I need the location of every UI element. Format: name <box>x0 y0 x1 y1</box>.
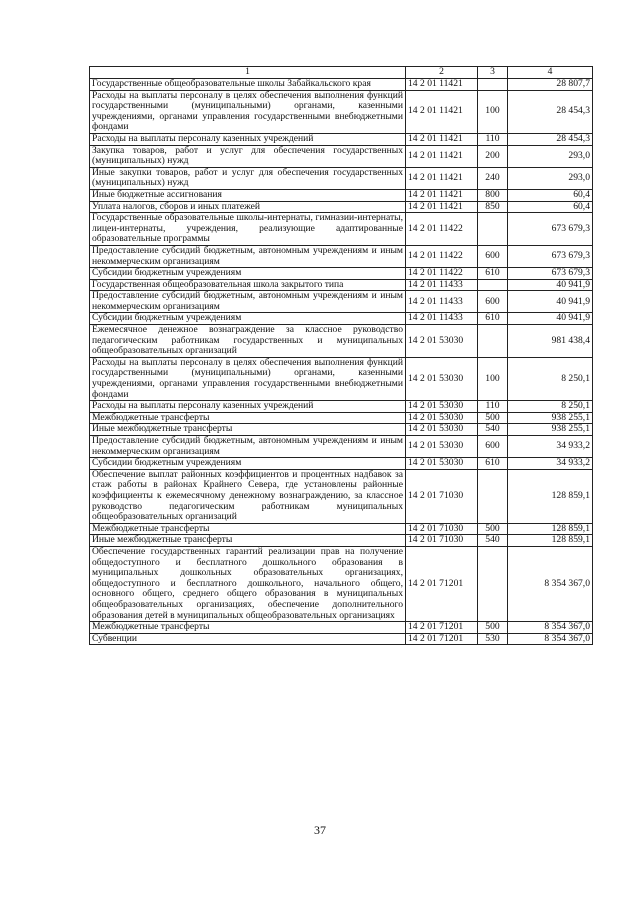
row-code-cell: 14 2 01 53030 <box>406 412 478 424</box>
row-code-cell: 14 2 01 53030 <box>406 436 478 458</box>
row-amount-cell: 8 354 367,0 <box>508 633 593 645</box>
row-kvr-cell: 610 <box>478 458 508 470</box>
row-amount-cell: 8 250,1 <box>508 357 593 400</box>
row-amount-cell: 128 859,1 <box>508 523 593 535</box>
row-name-cell: Межбюджетные трансферты <box>90 412 406 424</box>
row-code-cell: 14 2 01 53030 <box>406 325 478 358</box>
row-amount-cell: 673 679,3 <box>508 213 593 246</box>
row-kvr-cell: 600 <box>478 245 508 267</box>
row-name-cell: Расходы на выплаты персоналу в целях обеспечения выполнения функций государственными (муниципальными) органами, казенными учреждениями, органами управления государственными внебюджетными фондами <box>90 357 406 400</box>
row-amount-cell: 8 354 367,0 <box>508 622 593 634</box>
row-code-cell: 14 2 01 71030 <box>406 523 478 535</box>
row-name-cell: Субсидии бюджетным учреждениям <box>90 313 406 325</box>
row-amount-cell: 128 859,1 <box>508 469 593 523</box>
table-row <box>90 325 593 358</box>
row-kvr-cell: 100 <box>478 357 508 400</box>
row-code-cell: 14 2 01 11433 <box>406 279 478 291</box>
row-code-cell: 14 2 01 11421 <box>406 79 478 91</box>
table-row <box>90 167 593 189</box>
row-name-cell: Обеспечение государственных гарантий реализации прав на получение общедоступного и бесплатного дошкольного образования в муниципальных дошкольных образовательных организациях, общедоступного и бесплатного дошкольного, начального общего, основного общего, среднего общего образования в муниципальных общеобразовательных организациях, обеспечение дополнительного образования детей в муниципальных общеобразовательных организациях <box>90 546 406 621</box>
row-kvr-cell: 200 <box>478 145 508 167</box>
row-name-cell: Субвенции <box>90 633 406 645</box>
table-body <box>90 79 593 645</box>
row-code-cell: 14 2 01 11421 <box>406 90 478 133</box>
budget-table <box>89 66 593 645</box>
table-row <box>90 245 593 267</box>
row-name-cell: Предоставление субсидий бюджетным, автономным учреждениям и иным некоммерческим организациям <box>90 291 406 313</box>
row-name-cell: Обеспечение выплат районных коэффициентов и процентных надбавок за стаж работы в районах Крайнего Севера, где установлены районные коэффициенты к ежемесячному денежному вознаграждению, за классное руководство педагогическим работникам муниципальных общеобразовательных организаций <box>90 469 406 523</box>
row-amount-cell: 293,0 <box>508 145 593 167</box>
row-code-cell: 14 2 01 11421 <box>406 189 478 201</box>
row-name-cell: Межбюджетные трансферты <box>90 523 406 535</box>
row-code-cell: 14 2 01 11421 <box>406 201 478 213</box>
row-code-cell: 14 2 01 11421 <box>406 145 478 167</box>
row-amount-cell: 293,0 <box>508 167 593 189</box>
table-row <box>90 213 593 246</box>
table-row <box>90 79 593 91</box>
table-row <box>90 291 593 313</box>
row-name-cell: Предоставление субсидий бюджетным, автономным учреждениям и иным некоммерческим организациям <box>90 245 406 267</box>
row-amount-cell: 8 250,1 <box>508 401 593 413</box>
row-kvr-cell: 610 <box>478 313 508 325</box>
row-name-cell: Государственные образовательные школы-интернаты, гимназии-интернаты, лицеи-интернаты, учреждения, реализующие адаптированные образовательные программы <box>90 213 406 246</box>
row-name-cell: Расходы на выплаты персоналу казенных учреждений <box>90 401 406 413</box>
table-row <box>90 523 593 535</box>
row-kvr-cell: 530 <box>478 633 508 645</box>
table-row <box>90 357 593 400</box>
page-number: 37 <box>314 823 326 837</box>
table-row <box>90 268 593 280</box>
row-kvr-cell <box>478 213 508 246</box>
column-header: 1 <box>90 67 406 79</box>
row-amount-cell: 28 807,7 <box>508 79 593 91</box>
row-code-cell: 14 2 01 11422 <box>406 245 478 267</box>
table-row <box>90 469 593 523</box>
row-kvr-cell <box>478 325 508 358</box>
row-code-cell: 14 2 01 53030 <box>406 357 478 400</box>
table-row <box>90 313 593 325</box>
row-kvr-cell: 600 <box>478 291 508 313</box>
row-name-cell: Государственные общеобразовательные школы Забайкальского края <box>90 79 406 91</box>
table-header-row <box>90 67 593 79</box>
row-amount-cell: 28 454,3 <box>508 90 593 133</box>
row-kvr-cell: 600 <box>478 436 508 458</box>
row-name-cell: Уплата налогов, сборов и иных платежей <box>90 201 406 213</box>
row-kvr-cell: 540 <box>478 424 508 436</box>
row-kvr-cell: 850 <box>478 201 508 213</box>
table-row <box>90 189 593 201</box>
row-name-cell: Закупка товаров, работ и услуг для обеспечения государственных (муниципальных) нужд <box>90 145 406 167</box>
row-name-cell: Межбюджетные трансферты <box>90 622 406 634</box>
table-row <box>90 412 593 424</box>
row-amount-cell: 60,4 <box>508 189 593 201</box>
row-name-cell: Расходы на выплаты персоналу казенных учреждений <box>90 133 406 145</box>
row-name-cell: Иные межбюджетные трансферты <box>90 535 406 547</box>
column-header: 4 <box>508 67 593 79</box>
row-kvr-cell: 500 <box>478 412 508 424</box>
row-code-cell: 14 2 01 53030 <box>406 458 478 470</box>
table-row <box>90 401 593 413</box>
row-code-cell: 14 2 01 71201 <box>406 622 478 634</box>
row-kvr-cell <box>478 79 508 91</box>
row-kvr-cell: 100 <box>478 90 508 133</box>
row-name-cell: Иные бюджетные ассигнования <box>90 189 406 201</box>
row-amount-cell: 34 933,2 <box>508 458 593 470</box>
row-name-cell: Субсидии бюджетным учреждениям <box>90 458 406 470</box>
row-code-cell: 14 2 01 71030 <box>406 469 478 523</box>
column-header: 2 <box>406 67 478 79</box>
row-kvr-cell: 800 <box>478 189 508 201</box>
row-amount-cell: 673 679,3 <box>508 245 593 267</box>
row-code-cell: 14 2 01 11433 <box>406 291 478 313</box>
table-row <box>90 436 593 458</box>
row-amount-cell: 40 941,9 <box>508 279 593 291</box>
row-kvr-cell: 110 <box>478 133 508 145</box>
row-amount-cell: 981 438,4 <box>508 325 593 358</box>
table-row <box>90 279 593 291</box>
table-row <box>90 424 593 436</box>
row-amount-cell: 8 354 367,0 <box>508 546 593 621</box>
row-kvr-cell <box>478 279 508 291</box>
table-row <box>90 633 593 645</box>
row-amount-cell: 34 933,2 <box>508 436 593 458</box>
row-name-cell: Ежемесячное денежное вознаграждение за классное руководство педагогическим работникам государственных и муниципальных общеобразовательных организаций <box>90 325 406 358</box>
table-row <box>90 145 593 167</box>
row-code-cell: 14 2 01 11421 <box>406 133 478 145</box>
row-amount-cell: 673 679,3 <box>508 268 593 280</box>
row-kvr-cell: 110 <box>478 401 508 413</box>
row-kvr-cell: 500 <box>478 622 508 634</box>
row-amount-cell: 40 941,9 <box>508 291 593 313</box>
row-code-cell: 14 2 01 11422 <box>406 268 478 280</box>
table-row <box>90 535 593 547</box>
row-code-cell: 14 2 01 71201 <box>406 546 478 621</box>
row-code-cell: 14 2 01 11433 <box>406 313 478 325</box>
row-name-cell: Государственная общеобразовательная школа закрытого типа <box>90 279 406 291</box>
row-kvr-cell <box>478 546 508 621</box>
row-code-cell: 14 2 01 11422 <box>406 213 478 246</box>
row-name-cell: Субсидии бюджетным учреждениям <box>90 268 406 280</box>
row-amount-cell: 60,4 <box>508 201 593 213</box>
row-kvr-cell: 240 <box>478 167 508 189</box>
row-amount-cell: 938 255,1 <box>508 412 593 424</box>
row-code-cell: 14 2 01 11421 <box>406 167 478 189</box>
row-name-cell: Иные межбюджетные трансферты <box>90 424 406 436</box>
table-row <box>90 90 593 133</box>
row-amount-cell: 28 454,3 <box>508 133 593 145</box>
row-code-cell: 14 2 01 53030 <box>406 401 478 413</box>
table-row <box>90 546 593 621</box>
row-code-cell: 14 2 01 53030 <box>406 424 478 436</box>
row-code-cell: 14 2 01 71201 <box>406 633 478 645</box>
row-kvr-cell: 610 <box>478 268 508 280</box>
table-row <box>90 133 593 145</box>
row-kvr-cell <box>478 469 508 523</box>
row-amount-cell: 40 941,9 <box>508 313 593 325</box>
row-kvr-cell: 540 <box>478 535 508 547</box>
row-name-cell: Расходы на выплаты персоналу в целях обеспечения выполнения функций государственными (муниципальными) органами, казенными учреждениями, органами управления государственными внебюджетными фондами <box>90 90 406 133</box>
row-kvr-cell: 500 <box>478 523 508 535</box>
row-name-cell: Иные закупки товаров, работ и услуг для обеспечения государственных (муниципальных) нужд <box>90 167 406 189</box>
row-code-cell: 14 2 01 71030 <box>406 535 478 547</box>
row-name-cell: Предоставление субсидий бюджетным, автономным учреждениям и иным некоммерческим организациям <box>90 436 406 458</box>
row-amount-cell: 128 859,1 <box>508 535 593 547</box>
table-row <box>90 201 593 213</box>
table-row <box>90 458 593 470</box>
table-row <box>90 622 593 634</box>
column-header: 3 <box>478 67 508 79</box>
row-amount-cell: 938 255,1 <box>508 424 593 436</box>
